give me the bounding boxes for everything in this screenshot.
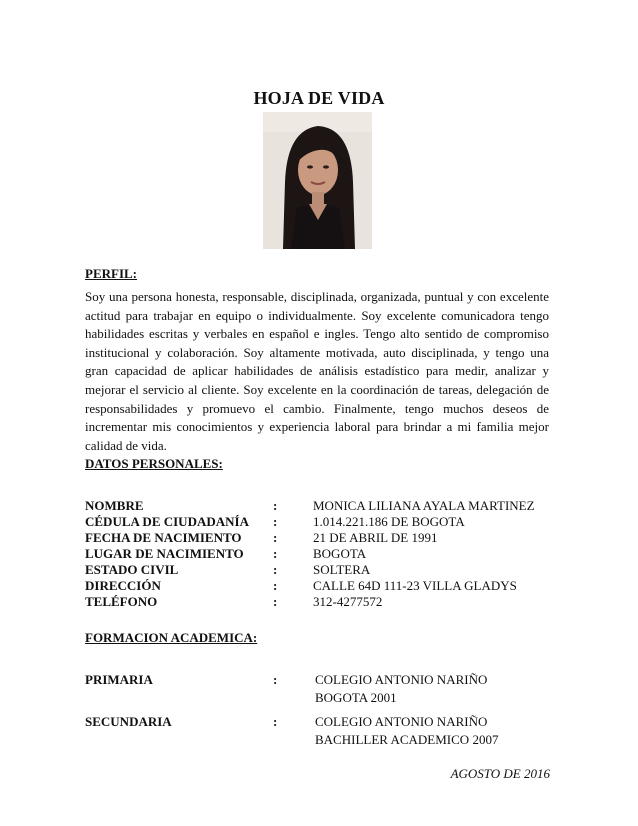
datos-separator: : (273, 546, 278, 561)
datos-separator: : (273, 514, 278, 529)
datos-separator: : (273, 578, 278, 593)
profile-photo (263, 112, 372, 249)
datos-label: DIRECCIÓN (85, 578, 161, 593)
datos-label: ESTADO CIVIL (85, 562, 179, 577)
datos-separator: : (273, 594, 278, 609)
formacion-institution: COLEGIO ANTONIO NARIÑO (315, 672, 488, 687)
formacion-separator: : (273, 672, 278, 687)
datos-value: 21 DE ABRIL DE 1991 (313, 530, 438, 545)
datos-personales-heading: DATOS PERSONALES: (85, 456, 223, 471)
datos-label: CÉDULA DE CIUDADANÍA (85, 514, 249, 529)
datos-label: LUGAR DE NACIMIENTO (85, 546, 244, 561)
datos-value: BOGOTA (313, 546, 367, 561)
formacion-institution: COLEGIO ANTONIO NARIÑO (315, 714, 488, 729)
page-title: HOJA DE VIDA (253, 88, 385, 108)
formacion-label: PRIMARIA (85, 672, 153, 687)
formacion-separator: : (273, 714, 278, 729)
datos-label: FECHA DE NACIMIENTO (85, 530, 242, 545)
formacion-detail: BACHILLER ACADEMICO 2007 (315, 732, 499, 747)
formacion-label: SECUNDARIA (85, 714, 172, 729)
perfil-heading: PERFIL: (85, 266, 137, 281)
datos-value: 1.014.221.186 DE BOGOTA (313, 514, 465, 529)
formacion-detail: BOGOTA 2001 (315, 690, 397, 705)
profile-photo-illustration (263, 112, 372, 249)
datos-value: MONICA LILIANA AYALA MARTINEZ (313, 498, 535, 513)
datos-value: SOLTERA (313, 562, 371, 577)
datos-separator: : (273, 530, 278, 545)
datos-separator: : (273, 498, 278, 513)
datos-separator: : (273, 562, 278, 577)
datos-label: NOMBRE (85, 498, 144, 513)
document-date: AGOSTO DE 2016 (450, 766, 550, 781)
datos-label: TELÉFONO (85, 594, 158, 609)
datos-value: CALLE 64D 111-23 VILLA GLADYS (313, 578, 517, 593)
datos-value: 312-4277572 (313, 594, 383, 609)
perfil-paragraph: Soy una persona honesta, responsable, disciplinada, organizada, puntual y con excelente actitud para trabajar en equipo o individualmente. Soy excelente comunicadora tengo habilidades escritas y verbales en español e ingles. Tengo alto sentido de compromiso institucional y colaboración. Soy altamente motivada, auto disciplinada, y tengo una gran capacidad de aplicar habilidades de análisis estadístico para medir, analizar y mejorar el servicio al cliente. Soy excelente en la coordinación de tareas, delegación de responsabilidades y promuevo el cambio. Finalmente, tengo muchos deseos de incrementar mis conocimientos y experiencia laboral para brindar a mi familia mejor calidad de vida. (85, 289, 549, 453)
formacion-academica-heading: FORMACION ACADEMICA: (85, 630, 258, 645)
